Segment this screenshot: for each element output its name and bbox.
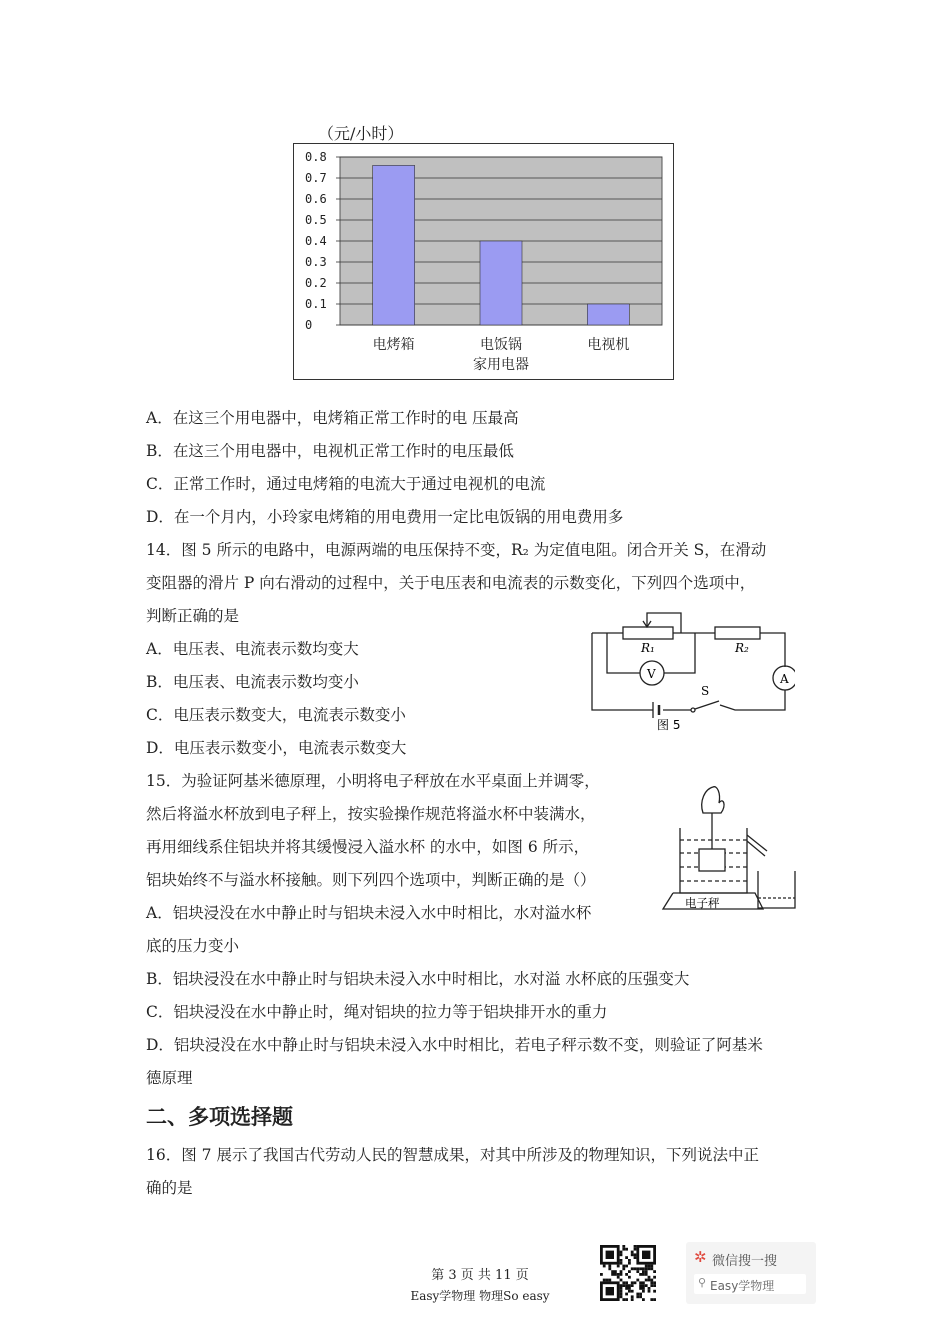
q14-stem-line2: 变阻器的滑片 P 向右滑动的过程中，关于电压表和电流表的示数变化，下列四个选项中， (146, 574, 756, 592)
chart-unit-label: （元/小时） (318, 124, 404, 143)
wechat-search-label: 微信搜一搜 (712, 1254, 778, 1269)
resistor-r2 (715, 627, 760, 639)
resistor-r1 (623, 627, 673, 639)
q14-option-d: D．电压表示数变小，电流表示数变大 (146, 739, 407, 757)
bar-1 (373, 165, 415, 325)
y-tick-label: 0.6 (305, 192, 327, 206)
bar-2 (480, 241, 522, 325)
y-tick-label: 0.5 (305, 213, 327, 227)
q16-stem-line2: 确的是 (146, 1179, 193, 1197)
q15-option-a-line1: A．铝块浸没在水中静止时与铝块未浸入水中时相比，水对溢水杯 (146, 904, 592, 922)
q14-option-c: C．电压表示数变大，电流表示数变小 (146, 706, 406, 724)
q15-stem-line4: 铝块始终不与溢水杯接触。则下列四个选项中，判断正确的是（） (146, 871, 596, 889)
circuit-wire-bottom-right (720, 690, 785, 710)
scale-label: 电子秤 (685, 896, 720, 910)
wechat-search-text: Easy学物理 (710, 1279, 775, 1293)
circuit-wire-right (760, 633, 785, 667)
y-tick-label: 0 (305, 318, 313, 332)
q13-option-d: D．在一个月内，小玲家电烤箱的用电费用一定比电饭锅的用电费用多 (146, 508, 624, 526)
qr-code-icon (600, 1245, 656, 1301)
q15-option-a-line2: 底的压力变小 (146, 937, 240, 955)
circuit-diagram-fig5 (585, 605, 795, 735)
q15-option-b: B．铝块浸没在水中静止时与铝块未浸入水中时相比，水对溢 水杯底的压强变大 (146, 970, 690, 988)
small-beaker (758, 871, 795, 908)
aluminum-block (699, 849, 725, 871)
x-tick-label: 电视机 (587, 337, 630, 353)
y-tick-label: 0.2 (305, 276, 327, 290)
search-icon: ⚲ (698, 1276, 707, 1289)
q14-option-b: B．电压表、电流表示数均变小 (146, 673, 359, 691)
q13-option-b: B．在这三个用电器中，电视机正常工作时的电压最低 (146, 442, 514, 460)
x-axis-label: 家用电器 (473, 357, 529, 373)
q15-option-d-line2: 德原理 (146, 1069, 193, 1087)
slider-wire (647, 613, 681, 633)
x-tick-label: 电烤箱 (372, 337, 415, 353)
q15-stem-line3: 再用细线系住铝块并将其缓慢浸入溢水杯 的水中，如图 6 所示， (146, 838, 590, 856)
section-title: 二、多项选择题 (146, 1105, 293, 1129)
label-switch: S (701, 684, 710, 698)
x-tick-label: 电饭锅 (480, 337, 522, 353)
label-voltmeter: V (647, 667, 656, 681)
y-tick-label: 0.3 (305, 255, 327, 269)
q15-option-c: C．铝块浸没在水中静止时，绳对铝块的拉力等于铝块排开水的重力 (146, 1003, 608, 1021)
wechat-search-icon: ✲ (694, 1248, 707, 1266)
q16-stem-line1: 16．图 7 展示了我国古代劳动人民的智慧成果，对其中所涉及的物理知识，下列说法中正 (146, 1146, 759, 1164)
hand-icon (702, 787, 724, 813)
q13-option-a: A．在这三个用电器中，电烤箱正常工作时的电 压最高 (146, 409, 519, 427)
q14-option-a: A．电压表、电流表示数均变大 (146, 640, 359, 658)
y-tick-label: 0.1 (305, 297, 327, 311)
q15-option-d-line1: D．铝块浸没在水中静止时与铝块未浸入水中时相比，若电子秤示数不变，则验证了阿基米 (146, 1036, 763, 1054)
figure-caption-5: 图 5 (657, 718, 681, 732)
y-tick-label: 0.7 (305, 171, 327, 185)
y-tick-label: 0.4 (305, 234, 327, 248)
q15-stem-line1: 15．为验证阿基米德原理，小明将电子秤放在水平桌面上并调零， (146, 772, 600, 790)
overflow-cup-figure6 (655, 783, 815, 918)
bar-3 (587, 304, 629, 325)
label-r1: R₁ (641, 641, 655, 655)
bar-chart (293, 143, 674, 380)
q15-stem-line2: 然后将溢水杯放到电子秤上，按实验操作规范将溢水杯中装满水， (146, 805, 596, 823)
footer-brand: Easy学物理 物理So easy (410, 1289, 550, 1303)
q14-stem-line1: 14．图 5 所示的电路中，电源两端的电压保持不变，R₂ 为定值电阻。闭合开关 S，在滑动 (146, 541, 767, 559)
page-number: 第 3 页 共 11 页 (431, 1268, 529, 1283)
label-ammeter: A (780, 672, 789, 686)
y-tick-label: 0.8 (305, 150, 327, 164)
q13-option-c: C．正常工作时，通过电烤箱的电流大于通过电视机的电流 (146, 475, 546, 493)
label-r2: R₂ (735, 641, 749, 655)
q14-stem-line3: 判断正确的是 (146, 607, 240, 625)
